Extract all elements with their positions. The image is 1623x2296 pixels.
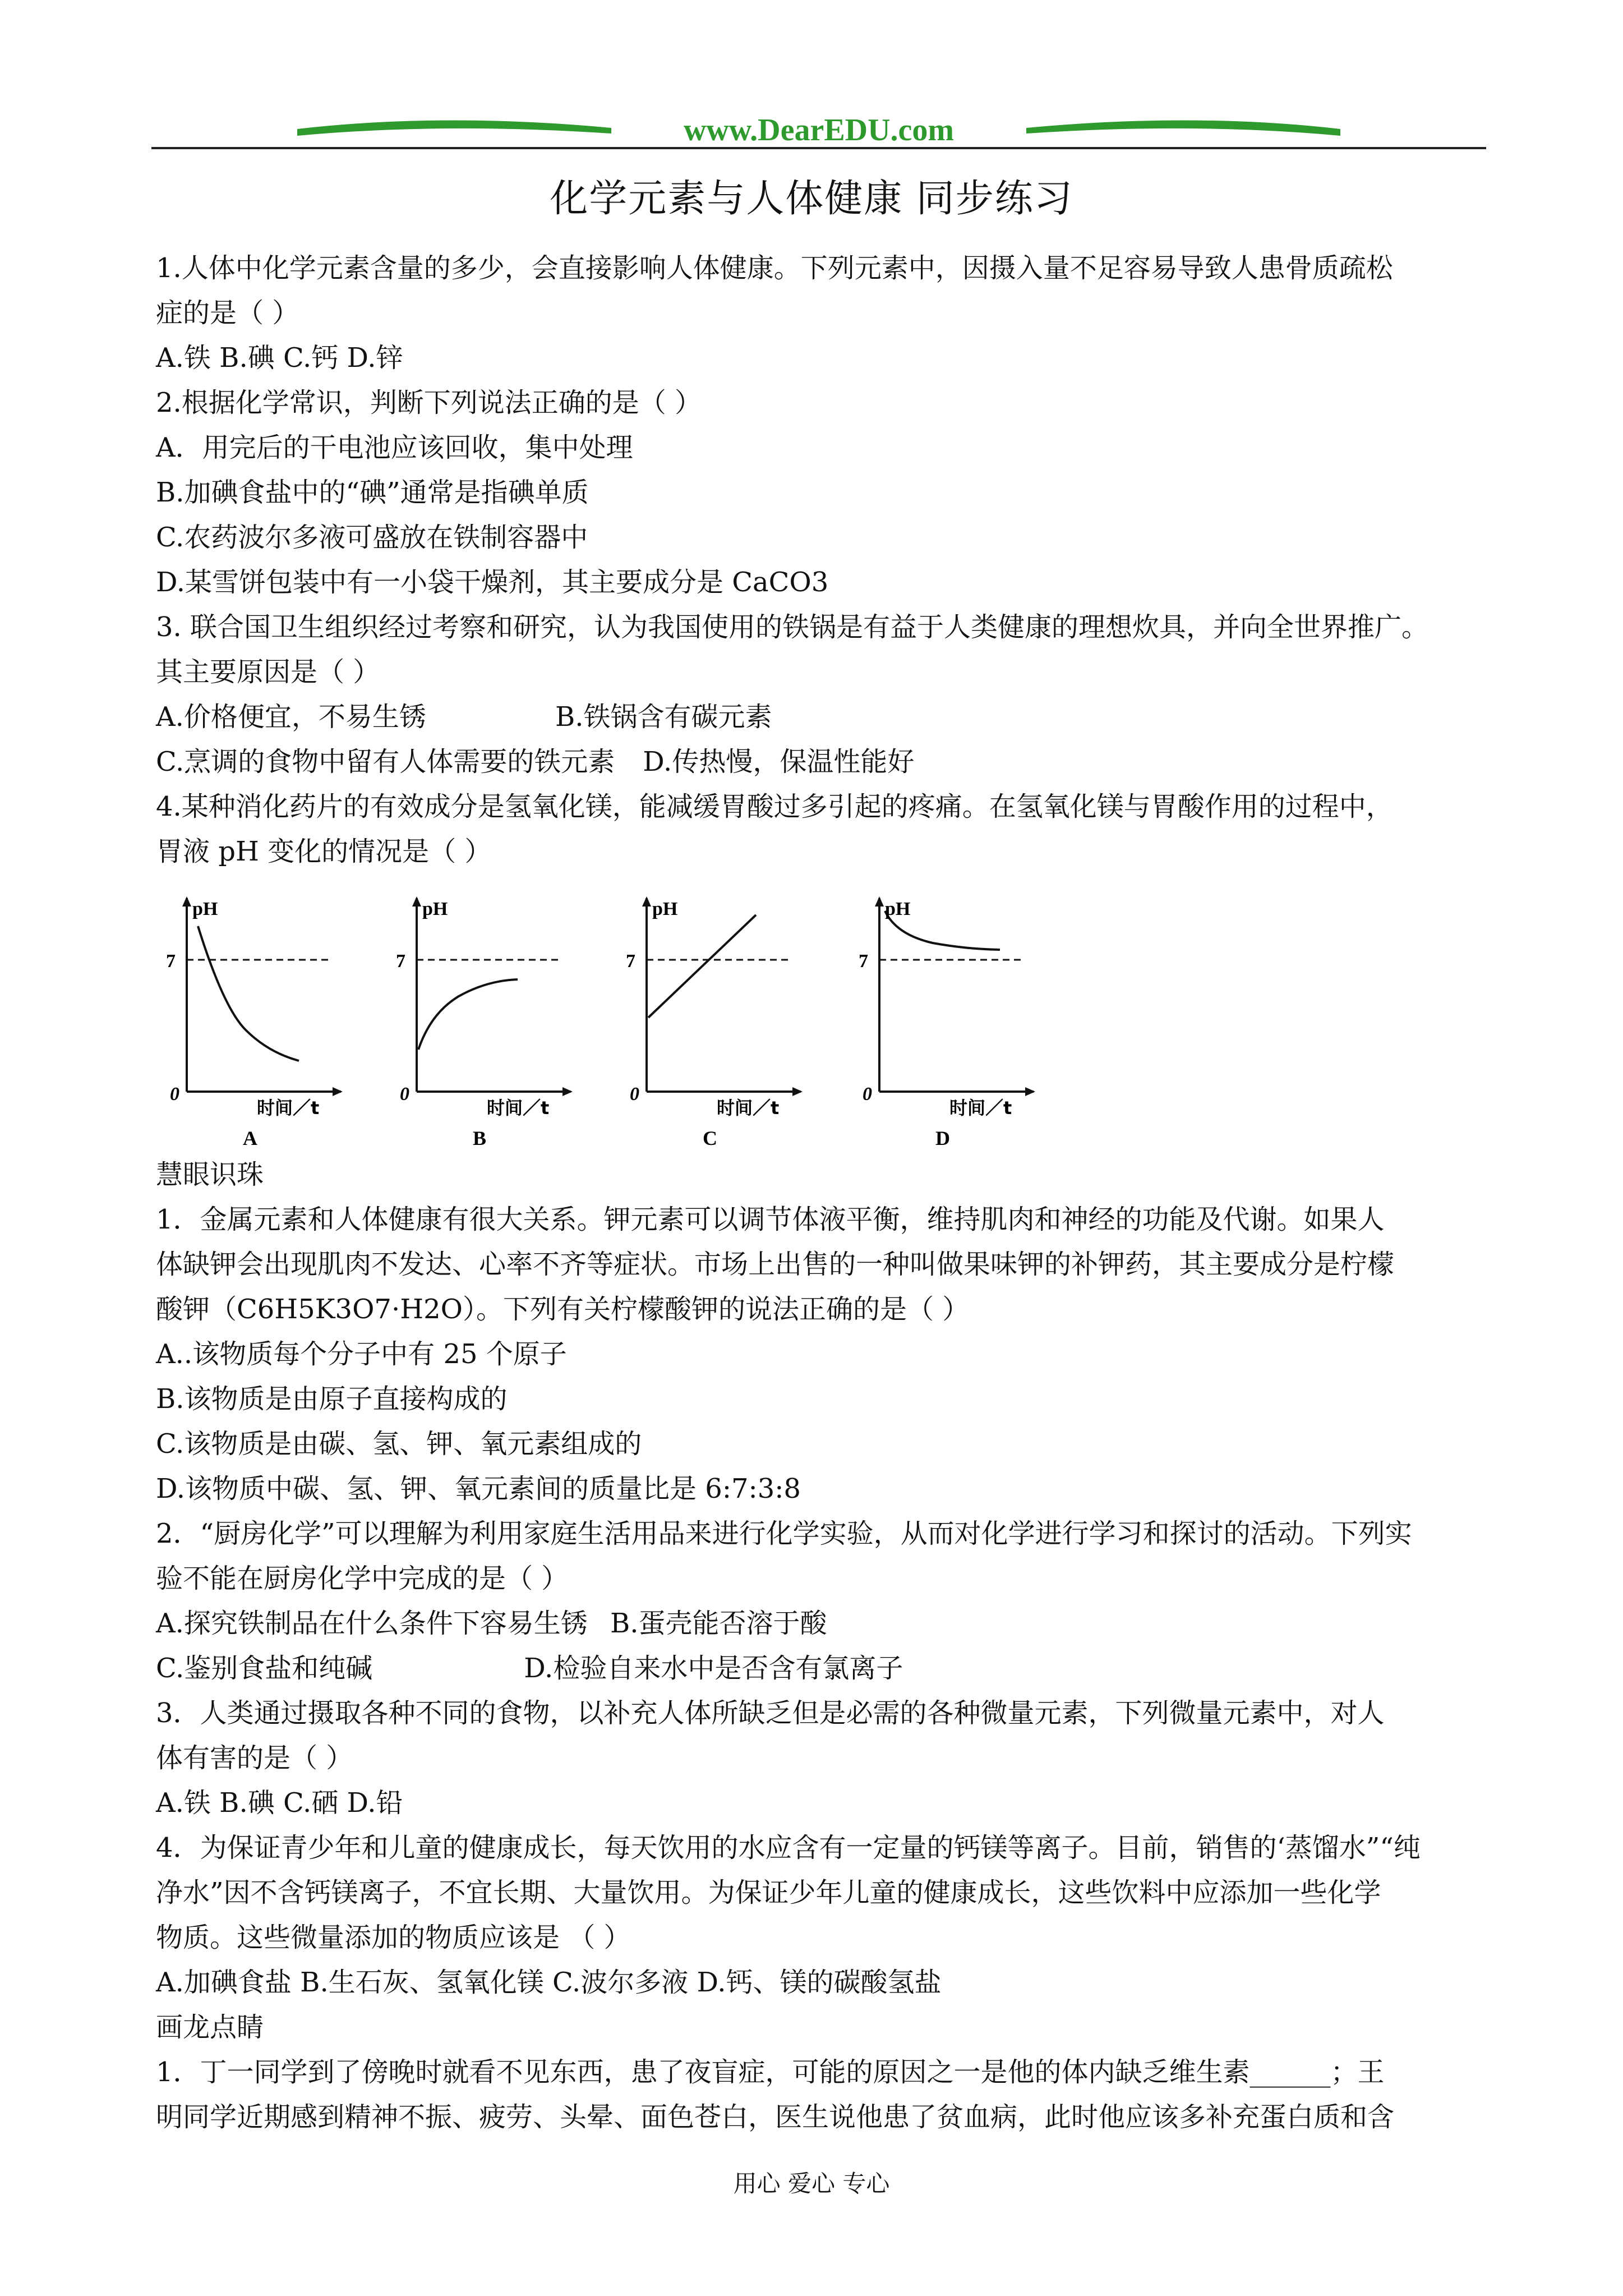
q3-option-a: A.价格便宜，不易生锈 [156, 701, 426, 733]
s2-q1-option-b: B.该物质是由原子直接构成的 [156, 1383, 508, 1415]
graph-c-x-label: 时间／t [717, 1097, 780, 1119]
q1-stem-line2: 症的是（ ） [156, 297, 299, 329]
q3-option-d: D.传热慢，保温性能好 [643, 746, 915, 777]
s2-q3-options: A.铁 B.碘 C.硒 D.铅 [156, 1787, 403, 1819]
q2-option-a: A．用完后的干电池应该回收，集中处理 [156, 432, 633, 463]
s2-q2-line2: 验不能在厨房化学中完成的是（ ） [156, 1563, 569, 1594]
ph-graphs [156, 884, 1479, 1148]
q1-options: A.铁 B.碘 C.钙 D.锌 [156, 342, 403, 374]
q2-option-c: C.农药波尔多液可盛放在铁制容器中 [156, 522, 588, 553]
graph-b-ref-label: 7 [396, 951, 405, 972]
graph-a [156, 884, 352, 1148]
q3-option-c: C.烹调的食物中留有人体需要的铁元素 [156, 746, 615, 777]
page-title: 化学元素与人体健康 同步练习 [550, 177, 1073, 221]
q3-options-ab [156, 694, 1479, 739]
s2-q2-option-c: C.鉴别食盐和纯碱 [156, 1653, 373, 1684]
graph-b-curve [418, 979, 518, 1050]
graph-a-origin: 0 [170, 1084, 179, 1105]
graph-d-panel-label: D [935, 1127, 950, 1148]
graph-a-x-label: 时间／t [257, 1097, 320, 1119]
s2-q1-line3: 酸钾（C6H5K3O7·H2O）。下列有关柠檬酸钾的说法正确的是（ ） [156, 1294, 970, 1325]
graph-d [849, 884, 1045, 1148]
s2-q1-option-d: D.该物质中碳、氢、钾、氧元素间的质量比是 6:7:3:8 [156, 1473, 801, 1504]
section3-heading: 画龙点睛 [156, 2012, 264, 2043]
s2-q2-option-d: D.检验自来水中是否含有氯离子 [524, 1653, 903, 1684]
q4-stem-line2: 胃液 pH 变化的情况是（ ） [156, 836, 492, 867]
document-body [156, 246, 1479, 2139]
logo-text: www.DearEDU.com [683, 113, 955, 148]
q2-option-d: D.某雪饼包装中有一小袋干燥剂，其主要成分是 CaCO3 [156, 567, 829, 598]
q4-stem-line1: 4.某种消化药片的有效成分是氢氧化镁，能减缓胃酸过多引起的疼痛。在氢氧化镁与胃酸作用的过程中， [156, 791, 1393, 822]
q2-stem: 2.根据化学常识，判断下列说法正确的是（ ） [156, 387, 702, 418]
graph-d-ref-label: 7 [859, 951, 868, 972]
s2-q4-line3: 物质。这些微量添加的物质应该是 （ ） [156, 1922, 631, 1953]
graph-c-panel-label: C [703, 1127, 717, 1148]
s2-q1-option-a: A..该物质每个分子中有 25 个原子 [156, 1338, 567, 1370]
s2-q4-options: A.加碘食盐 B.生石灰、氢氧化镁 C.波尔多液 D.钙、镁的碳酸氢盐 [156, 1967, 942, 1998]
s3-q1-line1: 1．丁一同学到了傍晚时就看不见东西，患了夜盲症，可能的原因之一是他的体内缺乏维生素______；王 [156, 2056, 1385, 2088]
graph-d-y-label: pH [885, 899, 911, 919]
q3-options-cd [156, 739, 1479, 784]
q3-stem-line2: 其主要原因是（ ） [156, 656, 380, 688]
graph-c-origin: 0 [630, 1084, 639, 1105]
s2-q1-line1: 1．金属元素和人体健康有很大关系。钾元素可以调节体液平衡，维持肌肉和神经的功能及代谢。如果人 [156, 1204, 1385, 1235]
q1-stem-line1: 1.人体中化学元素含量的多少，会直接影响人体健康。下列元素中，因摄入量不足容易导致人患骨质疏松 [156, 252, 1393, 284]
graph-d-origin: 0 [863, 1084, 872, 1105]
graph-a-curve [198, 926, 299, 1061]
page-footer: 用心 爱心 专心 [733, 2170, 890, 2197]
header-rule [151, 147, 1486, 149]
graph-c [616, 884, 812, 1148]
graph-d-x-label: 时间／t [949, 1097, 1012, 1119]
graph-c-ref-label: 7 [626, 951, 635, 972]
graph-b-y-label: pH [422, 899, 448, 919]
s2-q1-option-c: C.该物质是由碳、氢、钾、氧元素组成的 [156, 1428, 642, 1460]
s2-q4-line1: 4．为保证青少年和儿童的健康成长，每天饮用的水应含有一定量的钙镁等离子。目前，销售的‘蒸馏水”“纯 [156, 1832, 1421, 1864]
graph-a-ref-label: 7 [166, 951, 176, 972]
graph-c-line [648, 915, 756, 1018]
site-logo [151, 107, 1486, 157]
graph-a-y-label: pH [192, 899, 218, 919]
s2-q2-option-b: B.蛋壳能否溶于酸 [610, 1608, 827, 1639]
q3-stem-line1: 3. 联合国卫生组织经过考察和研究，认为我国使用的铁锅是有益于人类健康的理想炊具，并向全世界推广。 [156, 611, 1429, 643]
section2-heading: 慧眼识珠 [156, 1159, 264, 1190]
graph-a-panel-label: A [243, 1127, 257, 1148]
graph-b-origin: 0 [400, 1084, 409, 1105]
s2-q2-line1: 2．“厨房化学”可以理解为利用家庭生活用品来进行化学实验，从而对化学进行学习和探讨的活动。下列实 [156, 1518, 1412, 1549]
s2-q3-line1: 3．人类通过摄取各种不同的食物，以补充人体所缺乏但是必需的各种微量元素，下列微量元素中，对人 [156, 1697, 1385, 1729]
graph-c-y-label: pH [652, 899, 678, 919]
q3-option-b: B.铁锅含有碳元素 [555, 701, 772, 733]
s2-q3-line2: 体有害的是（ ） [156, 1742, 353, 1774]
s2-q4-line2: 净水”因不含钙镁离子，不宜长期、大量饮用。为保证少年儿童的健康成长，这些饮料中应添加一些化学 [156, 1877, 1381, 1908]
s2-q2-option-a: A.探究铁制品在什么条件下容易生锈 [156, 1608, 588, 1639]
q2-option-b: B.加碘食盐中的“碘”通常是指碘单质 [156, 477, 589, 508]
s2-q2-options-cd [156, 1646, 1479, 1691]
graph-b [386, 884, 582, 1148]
graph-b-panel-label: B [473, 1127, 487, 1148]
s2-q1-line2: 体缺钾会出现肌肉不发达、心率不齐等症状。市场上出售的一种叫做果味钾的补钾药，其主要成分是柠檬 [156, 1249, 1395, 1280]
graph-b-x-label: 时间／t [487, 1097, 550, 1119]
s3-q1-line2: 明同学近期感到精神不振、疲劳、头晕、面色苍白，医生说他患了贫血病，此时他应该多补充蛋白质和含 [156, 2101, 1395, 2133]
s2-q2-options-ab [156, 1601, 1479, 1646]
